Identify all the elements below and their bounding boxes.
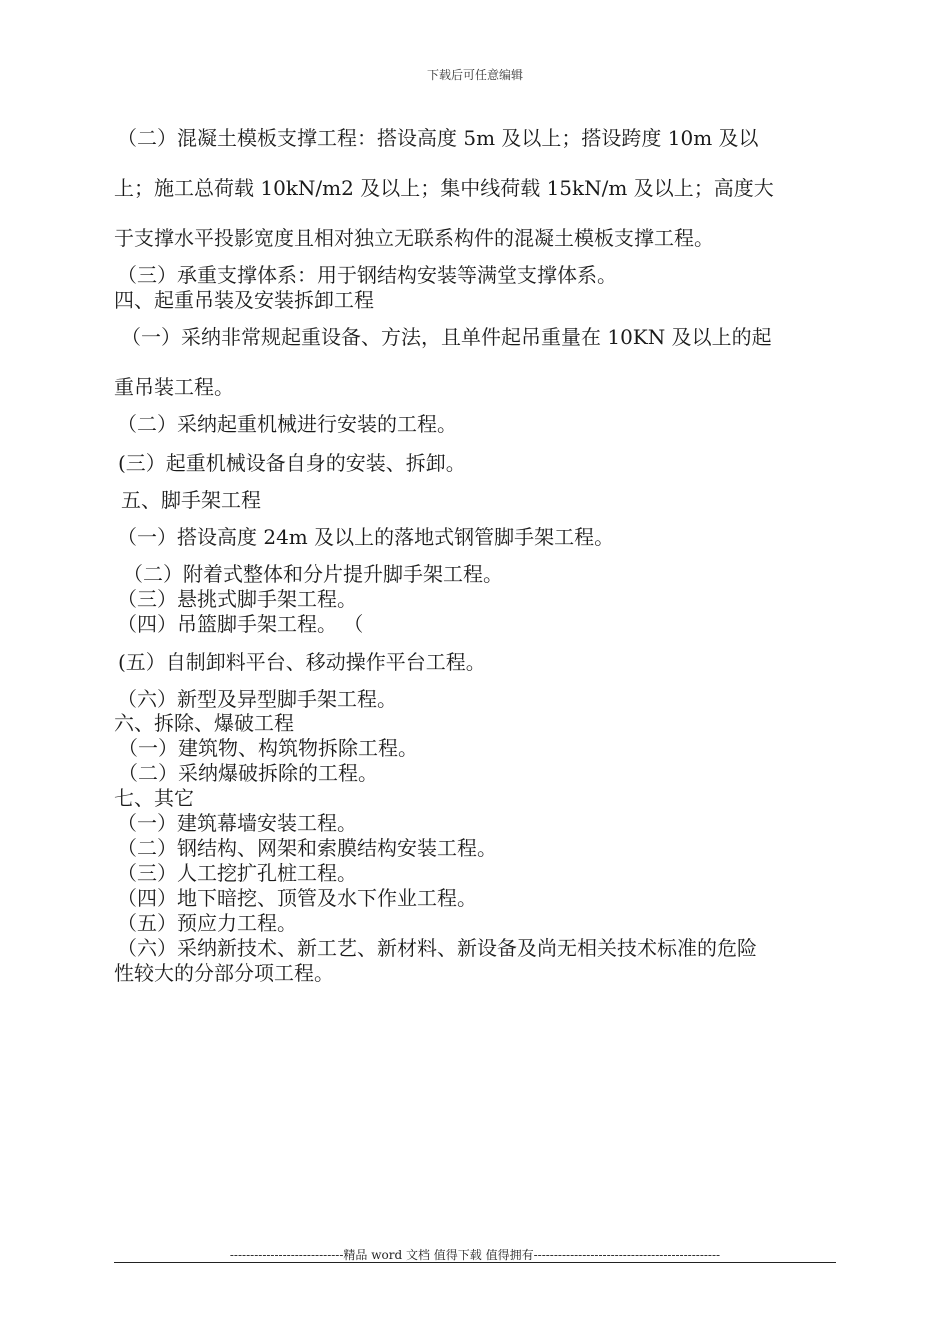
- section-heading: 七、其它: [114, 786, 194, 810]
- section-heading: 六、拆除、爆破工程: [114, 711, 294, 735]
- section-heading: 五、脚手架工程: [121, 488, 261, 512]
- text-line: 重吊装工程。: [114, 375, 234, 399]
- text-line: （三）悬挑式脚手架工程。: [117, 587, 357, 611]
- page-footer: ----------------------------精品 word 文档 值得下载 值得拥有----------------------------------------------: [229, 1248, 721, 1262]
- text-line: （一）建筑物、构筑物拆除工程。: [118, 736, 418, 760]
- text-line: （一）搭设高度 24m 及以上的落地式钢管脚手架工程。: [117, 525, 615, 549]
- text-line: （一）建筑幕墙安装工程。: [117, 811, 357, 835]
- text-line: （二）采纳爆破拆除的工程。: [118, 761, 378, 785]
- section-heading: 四、起重吊装及安装拆卸工程: [114, 288, 374, 312]
- text-line: 性较大的分部分项工程。: [114, 961, 334, 985]
- text-line: (五）自制卸料平台、移动操作平台工程。: [118, 650, 486, 674]
- text-line: （五）预应力工程。: [117, 911, 297, 935]
- text-line: （三）承重支撑体系：用于钢结构安装等满堂支撑体系。: [117, 263, 617, 287]
- footer-divider: [114, 1262, 836, 1263]
- page-header: 下载后可任意编辑: [426, 68, 523, 82]
- text-line: (三）起重机械设备自身的安装、拆卸。: [118, 451, 466, 475]
- text-line: （六）采纳新技术、新工艺、新材料、新设备及尚无相关技术标准的危险: [117, 936, 757, 960]
- text-line: （二）采纳起重机械进行安装的工程。: [117, 412, 457, 436]
- text-line: （二）钢结构、网架和索膜结构安装工程。: [117, 836, 497, 860]
- text-line: （二）附着式整体和分片提升脚手架工程。: [123, 562, 503, 586]
- text-line: 上；施工总荷载 10kN/m2 及以上；集中线荷载 15kN/m 及以上；高度大: [114, 176, 774, 200]
- text-line: 于支撑水平投影宽度且相对独立无联系构件的混凝土模板支撑工程。: [114, 226, 714, 250]
- text-line: （一）采纳非常规起重设备、方法，且单件起吊重量在 10KN 及以上的起: [121, 325, 772, 349]
- text-line: （二）混凝土模板支撑工程：搭设高度 5m 及以上；搭设跨度 10m 及以: [117, 126, 759, 150]
- text-line: （六）新型及异型脚手架工程。: [117, 687, 397, 711]
- text-line: （三）人工挖扩孔桩工程。: [117, 861, 357, 885]
- text-line: （四）吊篮脚手架工程。 （: [117, 612, 364, 636]
- text-line: （四）地下暗挖、顶管及水下作业工程。: [117, 886, 477, 910]
